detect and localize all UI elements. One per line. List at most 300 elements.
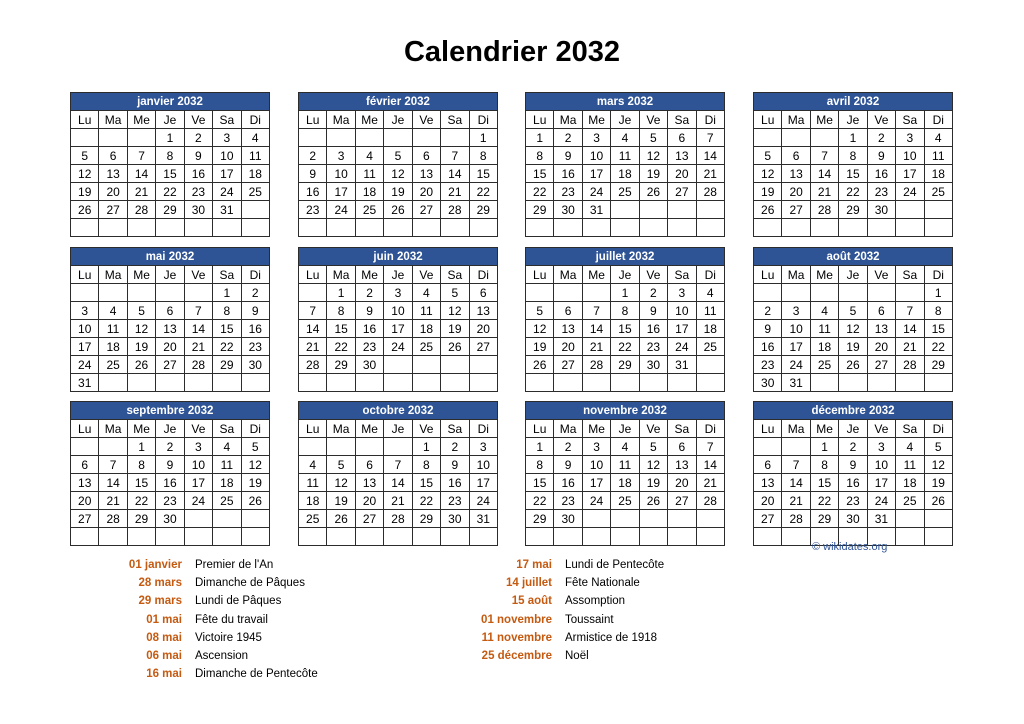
day-cell: 21 [696, 165, 724, 183]
weekday-header: Lu [71, 420, 99, 438]
day-cell [355, 219, 383, 237]
holiday-list-left [70, 556, 318, 683]
day-cell: 19 [526, 338, 554, 356]
day-cell: 15 [526, 165, 554, 183]
holiday-name: Ascension [195, 649, 249, 662]
day-cell [611, 374, 639, 392]
day-cell [412, 356, 440, 374]
day-cell: 4 [355, 147, 383, 165]
day-cell: 9 [839, 456, 867, 474]
day-cell: 31 [469, 510, 497, 528]
day-cell: 16 [554, 165, 582, 183]
day-cell: 10 [668, 302, 696, 320]
day-cell: 9 [754, 320, 782, 338]
day-cell [896, 528, 924, 546]
day-cell: 30 [839, 510, 867, 528]
day-cell: 20 [71, 492, 99, 510]
day-cell: 5 [127, 302, 155, 320]
day-cell: 29 [924, 356, 952, 374]
weekday-header: Me [810, 420, 838, 438]
day-cell: 31 [71, 374, 99, 392]
holiday-date: 01 mai [146, 613, 182, 626]
day-cell: 28 [99, 510, 127, 528]
day-cell [327, 219, 355, 237]
day-cell: 12 [924, 456, 952, 474]
weekday-header: Me [355, 111, 383, 129]
day-cell [639, 510, 667, 528]
day-cell: 2 [554, 438, 582, 456]
day-cell: 29 [327, 356, 355, 374]
day-cell: 29 [611, 356, 639, 374]
day-cell: 10 [867, 456, 895, 474]
day-cell: 8 [526, 147, 554, 165]
day-cell: 11 [412, 302, 440, 320]
day-cell: 17 [582, 165, 610, 183]
day-cell [241, 201, 269, 219]
weekday-header: Ve [184, 111, 212, 129]
weekday-header: Ve [412, 266, 440, 284]
day-cell: 17 [184, 474, 212, 492]
day-cell: 8 [156, 147, 184, 165]
day-cell [668, 528, 696, 546]
holiday-item [70, 629, 262, 647]
day-cell [384, 528, 412, 546]
day-cell: 5 [924, 438, 952, 456]
weekday-header: Ma [554, 266, 582, 284]
day-cell: 28 [299, 356, 327, 374]
day-cell: 24 [384, 338, 412, 356]
day-cell: 26 [839, 356, 867, 374]
weekday-header: Sa [441, 111, 469, 129]
day-cell [241, 528, 269, 546]
day-cell [839, 284, 867, 302]
day-cell: 8 [469, 147, 497, 165]
weekday-header: Je [839, 111, 867, 129]
holiday-name: Fête du travail [195, 613, 268, 626]
weekday-header: Je [156, 111, 184, 129]
day-cell: 3 [71, 302, 99, 320]
day-cell: 16 [554, 474, 582, 492]
day-cell [355, 374, 383, 392]
weekday-header: Lu [526, 420, 554, 438]
day-cell: 19 [639, 474, 667, 492]
day-cell: 2 [299, 147, 327, 165]
weekday-header: Di [696, 266, 724, 284]
day-cell: 25 [355, 201, 383, 219]
day-cell [327, 374, 355, 392]
holiday-item [70, 665, 318, 683]
weekday-header: Je [156, 266, 184, 284]
day-cell [867, 374, 895, 392]
day-cell: 30 [441, 510, 469, 528]
weekday-header: Sa [896, 266, 924, 284]
day-cell [839, 219, 867, 237]
day-cell: 11 [896, 456, 924, 474]
day-cell: 30 [867, 201, 895, 219]
holiday-date: 01 novembre [481, 613, 552, 626]
weekday-header: Di [241, 266, 269, 284]
day-cell: 2 [156, 438, 184, 456]
day-cell: 15 [327, 320, 355, 338]
day-cell [896, 284, 924, 302]
month-table [525, 247, 725, 392]
weekday-header: Ve [412, 420, 440, 438]
day-cell: 3 [782, 302, 810, 320]
weekday-header: Sa [213, 111, 241, 129]
day-cell: 8 [611, 302, 639, 320]
day-cell: 19 [754, 183, 782, 201]
day-cell: 16 [184, 165, 212, 183]
weekday-header: Lu [71, 266, 99, 284]
day-cell: 9 [441, 456, 469, 474]
day-cell: 24 [71, 356, 99, 374]
day-cell: 13 [867, 320, 895, 338]
day-cell: 20 [668, 165, 696, 183]
day-cell: 4 [99, 302, 127, 320]
day-cell: 20 [355, 492, 383, 510]
day-cell: 14 [299, 320, 327, 338]
holiday-date: 16 mai [146, 668, 182, 681]
weekday-header: Di [696, 111, 724, 129]
weekday-header: Lu [526, 111, 554, 129]
day-cell: 31 [582, 201, 610, 219]
day-cell: 15 [469, 165, 497, 183]
day-cell [127, 284, 155, 302]
day-cell: 14 [896, 320, 924, 338]
day-cell [554, 374, 582, 392]
day-cell: 22 [156, 183, 184, 201]
day-cell: 5 [639, 129, 667, 147]
day-cell: 12 [127, 320, 155, 338]
day-cell: 20 [867, 338, 895, 356]
weekday-header: Lu [71, 111, 99, 129]
day-cell: 20 [412, 183, 440, 201]
day-cell: 6 [668, 129, 696, 147]
day-cell: 24 [782, 356, 810, 374]
day-cell [99, 129, 127, 147]
day-cell: 15 [611, 320, 639, 338]
day-cell: 11 [611, 456, 639, 474]
day-cell: 2 [754, 302, 782, 320]
holiday-item [440, 629, 658, 647]
day-cell: 14 [810, 165, 838, 183]
month-name: février 2032 [299, 93, 498, 111]
day-cell: 12 [639, 456, 667, 474]
day-cell: 14 [582, 320, 610, 338]
day-cell: 3 [327, 147, 355, 165]
day-cell: 8 [810, 456, 838, 474]
day-cell: 11 [810, 320, 838, 338]
day-cell: 7 [127, 147, 155, 165]
holiday-name: Toussaint [565, 613, 614, 626]
day-cell [526, 219, 554, 237]
day-cell: 4 [810, 302, 838, 320]
day-cell: 10 [384, 302, 412, 320]
day-cell: 26 [754, 201, 782, 219]
day-cell: 18 [213, 474, 241, 492]
day-cell [639, 201, 667, 219]
day-cell [327, 129, 355, 147]
day-cell [668, 510, 696, 528]
day-cell: 15 [810, 474, 838, 492]
day-cell: 22 [127, 492, 155, 510]
day-cell: 25 [299, 510, 327, 528]
day-cell: 7 [582, 302, 610, 320]
day-cell [213, 510, 241, 528]
day-cell: 14 [127, 165, 155, 183]
day-cell: 29 [127, 510, 155, 528]
day-cell [299, 284, 327, 302]
day-cell [156, 219, 184, 237]
day-cell: 11 [99, 320, 127, 338]
day-cell: 29 [412, 510, 440, 528]
weekday-header: Sa [213, 266, 241, 284]
day-cell: 4 [213, 438, 241, 456]
day-cell [554, 219, 582, 237]
day-cell: 12 [384, 165, 412, 183]
day-cell: 16 [441, 474, 469, 492]
day-cell: 26 [526, 356, 554, 374]
day-cell: 19 [127, 338, 155, 356]
day-cell [668, 374, 696, 392]
day-cell: 8 [526, 456, 554, 474]
day-cell: 25 [241, 183, 269, 201]
day-cell: 25 [611, 492, 639, 510]
day-cell: 16 [639, 320, 667, 338]
day-cell: 5 [639, 438, 667, 456]
day-cell [156, 374, 184, 392]
day-cell: 10 [327, 165, 355, 183]
holiday-item [70, 592, 282, 610]
day-cell: 3 [582, 129, 610, 147]
day-cell [441, 374, 469, 392]
day-cell: 4 [896, 438, 924, 456]
holiday-list-right [440, 556, 665, 665]
day-cell: 18 [611, 474, 639, 492]
day-cell: 27 [782, 201, 810, 219]
holiday-date: 06 mai [146, 649, 182, 662]
day-cell: 31 [213, 201, 241, 219]
day-cell: 12 [241, 456, 269, 474]
weekday-header: Sa [668, 266, 696, 284]
month-name: mars 2032 [526, 93, 725, 111]
day-cell [156, 284, 184, 302]
weekday-header: Ma [327, 266, 355, 284]
weekday-header: Me [582, 266, 610, 284]
day-cell: 24 [184, 492, 212, 510]
day-cell: 24 [582, 183, 610, 201]
day-cell: 19 [71, 183, 99, 201]
day-cell [639, 528, 667, 546]
day-cell: 25 [412, 338, 440, 356]
day-cell [696, 356, 724, 374]
month-name: octobre 2032 [299, 402, 498, 420]
day-cell: 11 [611, 147, 639, 165]
day-cell: 30 [355, 356, 383, 374]
day-cell [810, 219, 838, 237]
day-cell: 13 [156, 320, 184, 338]
day-cell [611, 219, 639, 237]
day-cell: 16 [241, 320, 269, 338]
day-cell [384, 129, 412, 147]
day-cell: 13 [99, 165, 127, 183]
day-cell: 16 [867, 165, 895, 183]
day-cell [924, 510, 952, 528]
day-cell: 11 [355, 165, 383, 183]
day-cell: 25 [696, 338, 724, 356]
day-cell: 6 [412, 147, 440, 165]
day-cell: 7 [184, 302, 212, 320]
holiday-item [70, 611, 268, 629]
month-name: juillet 2032 [526, 248, 725, 266]
day-cell: 29 [526, 510, 554, 528]
day-cell: 23 [355, 338, 383, 356]
day-cell: 28 [582, 356, 610, 374]
day-cell: 21 [896, 338, 924, 356]
day-cell [184, 528, 212, 546]
weekday-header: Ve [867, 266, 895, 284]
day-cell: 23 [241, 338, 269, 356]
day-cell [412, 219, 440, 237]
day-cell: 23 [754, 356, 782, 374]
day-cell: 12 [839, 320, 867, 338]
weekday-header: Sa [668, 111, 696, 129]
day-cell [71, 219, 99, 237]
day-cell: 10 [71, 320, 99, 338]
holiday-date: 29 mars [138, 595, 182, 608]
day-cell [327, 528, 355, 546]
day-cell: 22 [469, 183, 497, 201]
holiday-date: 01 janvier [128, 559, 182, 571]
day-cell: 29 [526, 201, 554, 219]
weekday-header: Me [810, 111, 838, 129]
weekday-header: Sa [213, 420, 241, 438]
day-cell: 30 [241, 356, 269, 374]
day-cell [696, 219, 724, 237]
day-cell: 19 [639, 165, 667, 183]
day-cell: 3 [668, 284, 696, 302]
weekday-header: Ma [99, 111, 127, 129]
day-cell: 3 [213, 129, 241, 147]
day-cell [412, 129, 440, 147]
day-cell: 21 [810, 183, 838, 201]
day-cell: 27 [412, 201, 440, 219]
day-cell [384, 356, 412, 374]
month-table [525, 92, 725, 237]
day-cell [469, 374, 497, 392]
day-cell: 21 [441, 183, 469, 201]
holiday-item [70, 574, 305, 592]
day-cell [611, 510, 639, 528]
day-cell: 28 [696, 492, 724, 510]
weekday-header: Je [611, 111, 639, 129]
weekday-header: Sa [896, 111, 924, 129]
month-name: avril 2032 [754, 93, 953, 111]
holiday-item [70, 556, 274, 574]
day-cell: 11 [696, 302, 724, 320]
weekday-header: Sa [668, 420, 696, 438]
day-cell: 19 [327, 492, 355, 510]
day-cell: 1 [469, 129, 497, 147]
day-cell: 10 [896, 147, 924, 165]
month-table [70, 247, 270, 392]
day-cell: 17 [867, 474, 895, 492]
day-cell: 3 [184, 438, 212, 456]
day-cell: 24 [213, 183, 241, 201]
day-cell: 23 [867, 183, 895, 201]
month-table [753, 92, 953, 237]
day-cell: 22 [526, 492, 554, 510]
day-cell: 13 [782, 165, 810, 183]
day-cell: 30 [639, 356, 667, 374]
day-cell: 23 [639, 338, 667, 356]
day-cell [754, 129, 782, 147]
credit-link[interactable]: © wikidates.org [812, 541, 888, 553]
day-cell: 4 [696, 284, 724, 302]
day-cell [582, 528, 610, 546]
weekday-header: Me [582, 420, 610, 438]
day-cell [639, 374, 667, 392]
day-cell [782, 284, 810, 302]
day-cell [384, 374, 412, 392]
day-cell: 17 [327, 183, 355, 201]
day-cell: 8 [213, 302, 241, 320]
day-cell: 19 [241, 474, 269, 492]
month-name: juin 2032 [299, 248, 498, 266]
day-cell: 14 [99, 474, 127, 492]
day-cell [754, 528, 782, 546]
day-cell: 18 [810, 338, 838, 356]
day-cell: 9 [299, 165, 327, 183]
day-cell: 2 [639, 284, 667, 302]
day-cell: 27 [99, 201, 127, 219]
weekday-header: Je [839, 420, 867, 438]
day-cell: 15 [127, 474, 155, 492]
day-cell [412, 374, 440, 392]
day-cell [99, 528, 127, 546]
day-cell [754, 438, 782, 456]
weekday-header: Je [384, 420, 412, 438]
day-cell [384, 438, 412, 456]
day-cell [668, 201, 696, 219]
day-cell: 27 [355, 510, 383, 528]
day-cell: 30 [156, 510, 184, 528]
weekday-header: Ma [782, 420, 810, 438]
day-cell: 20 [668, 474, 696, 492]
weekday-header: Sa [896, 420, 924, 438]
day-cell: 1 [924, 284, 952, 302]
day-cell: 28 [696, 183, 724, 201]
day-cell: 2 [441, 438, 469, 456]
day-cell [696, 201, 724, 219]
day-cell: 29 [469, 201, 497, 219]
day-cell: 27 [469, 338, 497, 356]
day-cell: 7 [441, 147, 469, 165]
day-cell: 9 [241, 302, 269, 320]
day-cell [582, 219, 610, 237]
day-cell: 9 [554, 456, 582, 474]
day-cell: 22 [327, 338, 355, 356]
day-cell: 21 [127, 183, 155, 201]
day-cell: 1 [327, 284, 355, 302]
weekday-header: Je [156, 420, 184, 438]
weekday-header: Je [384, 111, 412, 129]
day-cell [127, 528, 155, 546]
weekday-header: Me [355, 266, 383, 284]
day-cell: 1 [810, 438, 838, 456]
day-cell: 13 [412, 165, 440, 183]
day-cell: 22 [213, 338, 241, 356]
